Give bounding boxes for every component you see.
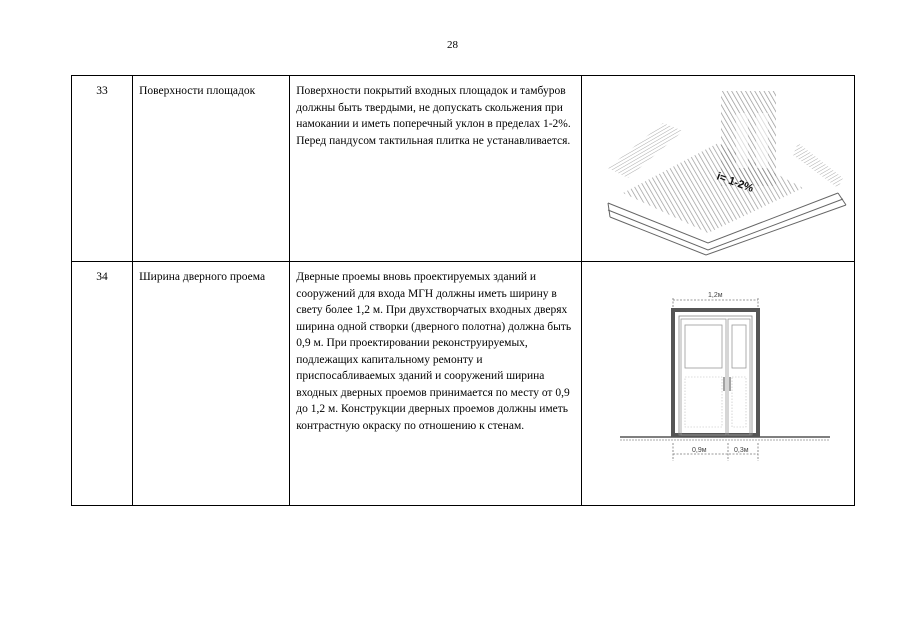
side-width-label: 0,3м [733,447,749,454]
table-row [72,76,855,262]
row-number: 33 [72,76,133,262]
row-description: Поверхности покрытий входных площадок и тамбуров должны быть твердыми, не допускать скольжения при намокании и иметь поперечный уклон в пределах 1-2%. Перед пандусом тактильная плитка не устанавливается. [290,76,581,262]
row-description: Дверные проемы вновь проектируемых зданий и сооружений для входа МГН должны иметь ширину в свету более 1,2 м. При двухстворчатых входных дверях ширина одной створки (дверного полотна) должна быть 0,9 м. При проектировании реконструируемых, подлежащих капитальному ремонту и приспосабливаемых зданий и сооружений ширина входных дверных проемов принимается по месту от 0,9 до 1,2 м. Конструкции дверных проемов должны иметь контрастную окраску по отношению к стенам. [290,262,581,506]
table-row [72,262,855,506]
page-number: 28 [447,39,458,51]
row-title: Ширина дверного проема [133,262,290,506]
slope-label: i= 1-2% [714,170,755,195]
total-width-label: 1,2м [707,292,723,299]
door-opening-drawing [588,269,860,501]
requirements-table [71,75,855,506]
entrance-platform-illustration [588,83,860,257]
row-figure [581,262,854,506]
row-title: Поверхности площадок [133,76,290,262]
leaf-width-label: 0,9м [691,447,707,454]
row-figure [581,76,854,262]
row-number: 34 [72,262,133,506]
